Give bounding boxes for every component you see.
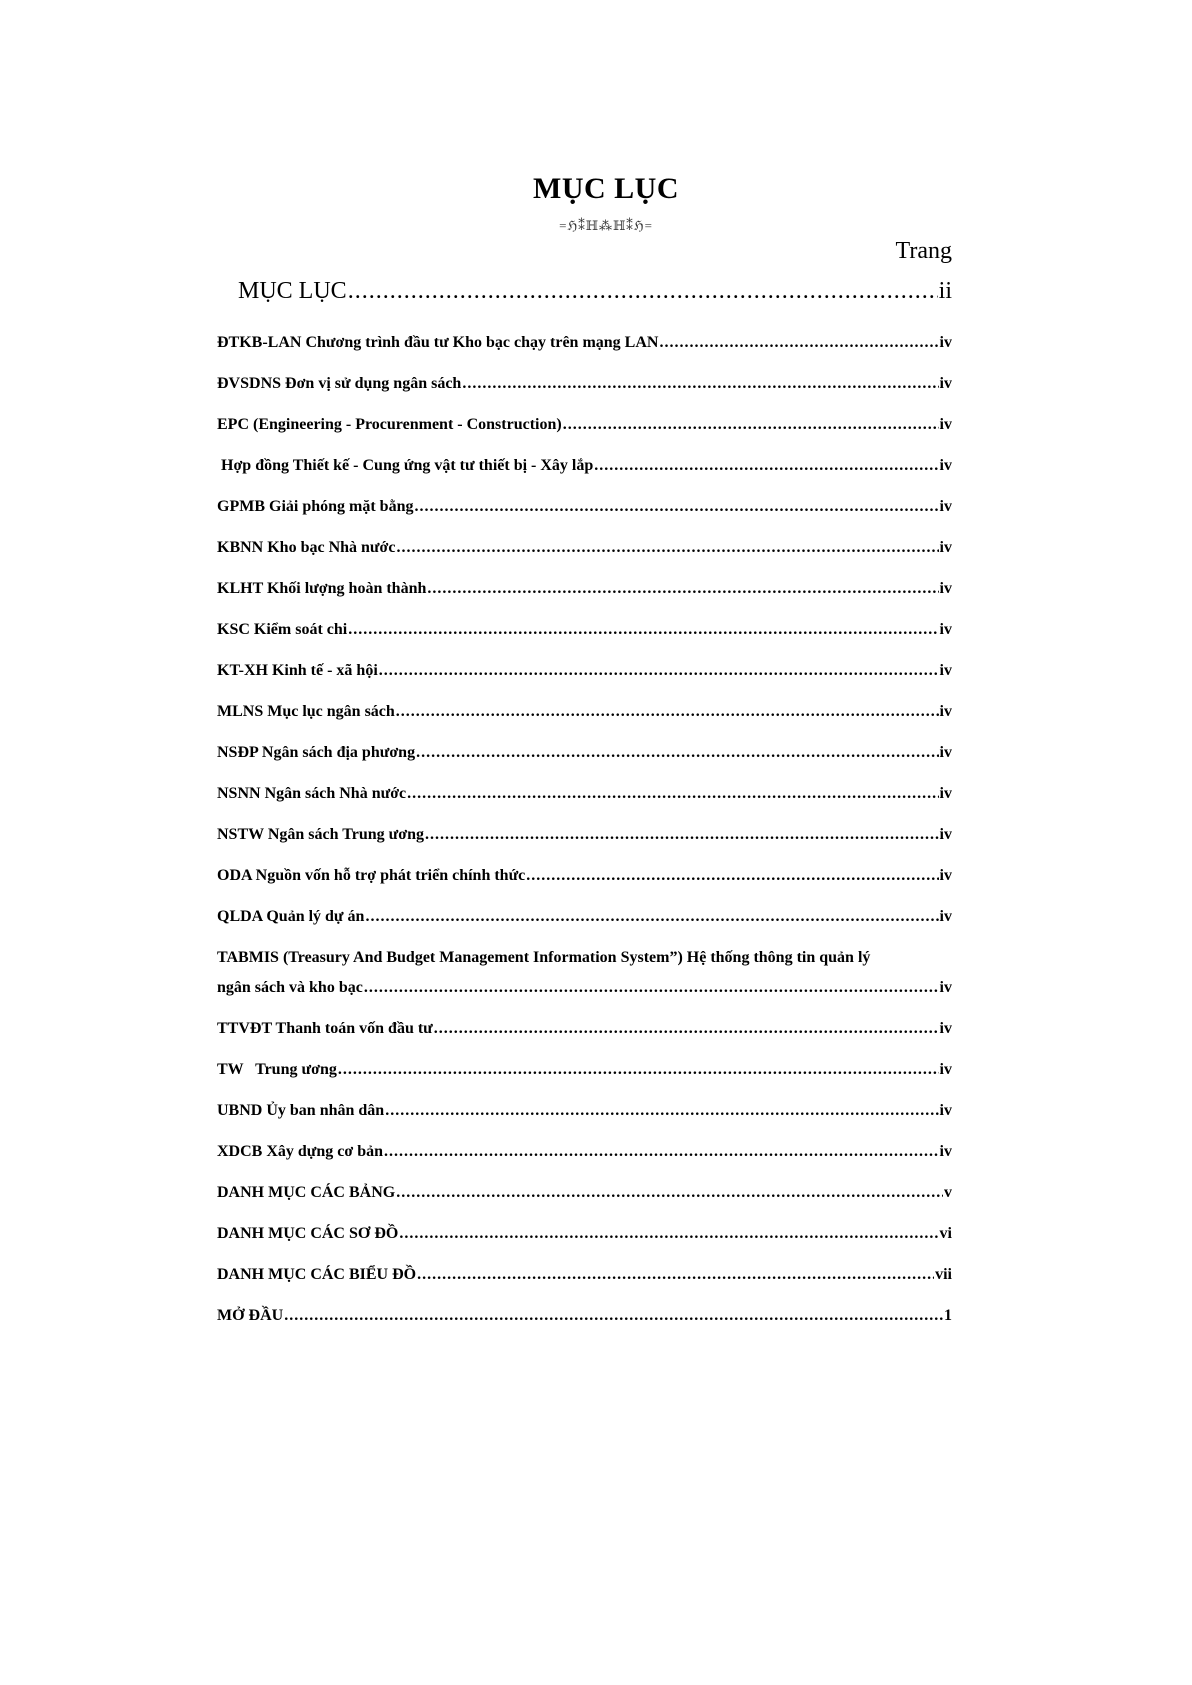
dot-leader [526, 861, 938, 891]
toc-entry-page: iv [939, 1143, 952, 1160]
toc-entry-page: iv [939, 744, 952, 761]
toc-entry-label: GPMB Giải phóng mặt bằng [217, 498, 414, 515]
toc-entry-label: TTVĐT Thanh toán vốn đầu tư [217, 1020, 433, 1037]
toc-entry-page: 1 [944, 1307, 952, 1324]
dot-leader [284, 1301, 943, 1331]
toc-entry-label: NSĐP Ngân sách địa phương [217, 744, 416, 761]
toc-entry-label: NSNN Ngân sách Nhà nước [217, 785, 407, 802]
toc-entry-page: iv [939, 703, 952, 720]
dot-leader [384, 1137, 939, 1167]
toc-entry-line2 [217, 973, 952, 1003]
toc-entry[interactable] [217, 328, 952, 358]
toc-entry[interactable] [217, 451, 952, 481]
dot-leader [396, 1178, 943, 1208]
toc-entry-label-line2: ngân sách và kho bạc [217, 979, 363, 996]
toc-entry-page: iv [939, 457, 952, 474]
toc-entry[interactable] [217, 533, 952, 563]
page-column-label: Trang [895, 238, 952, 264]
toc-entry[interactable] [217, 1260, 952, 1290]
toc-entry[interactable] [217, 779, 952, 809]
toc-entry-label: MỤC LỤC [238, 278, 347, 304]
toc-entry-label: KSC Kiểm soát chi [217, 621, 348, 638]
toc-entry-label: KT-XH Kinh tế - xã hội [217, 662, 378, 679]
page-title: MỤC LỤC [533, 172, 679, 205]
toc-main-entry[interactable] [238, 278, 952, 305]
toc-entry[interactable] [217, 574, 952, 604]
toc-entry[interactable] [217, 492, 952, 522]
dot-leader [379, 656, 939, 686]
dot-leader [348, 278, 938, 305]
toc-entry-page: vi [939, 1225, 952, 1242]
toc-entry-label-line1: TABMIS (Treasury And Budget Management Information System”) Hệ thống thông tin quản lý [217, 949, 871, 966]
toc-entry-label: DANH MỤC CÁC BIỂU ĐỒ [217, 1266, 417, 1283]
toc-entry-page: ii [938, 278, 952, 304]
toc-entry-page: iv [939, 785, 952, 802]
toc-entry-label: UBND Ủy ban nhân dân [217, 1102, 385, 1119]
toc-entry-page: iv [939, 979, 952, 996]
toc-entry[interactable] [217, 656, 952, 686]
toc-entry-label: Hợp đồng Thiết kế - Cung ứng vật tư thiết bị - Xây lắp [217, 457, 594, 474]
toc-entry[interactable] [217, 1301, 952, 1331]
dot-leader [427, 574, 938, 604]
toc-entry-page: iv [939, 867, 952, 884]
toc-entry-label: KLHT Khối lượng hoàn thành [217, 580, 427, 597]
dot-leader [414, 492, 938, 522]
toc-entry-page: iv [939, 539, 952, 556]
toc-entry[interactable] [217, 697, 952, 727]
dot-leader [348, 615, 938, 645]
dot-leader [434, 1014, 939, 1044]
dot-leader [396, 533, 938, 563]
toc-entry-page: iv [939, 416, 952, 433]
toc-entry-label: MỞ ĐẦU [217, 1307, 284, 1324]
toc-entry-label: ĐVSDNS Đơn vị sử dụng ngân sách [217, 375, 462, 392]
dot-leader [462, 369, 938, 399]
toc-entry-page: iv [939, 1020, 952, 1037]
dot-leader [396, 697, 939, 727]
toc-entry-label: XDCB Xây dựng cơ bản [217, 1143, 384, 1160]
dot-leader [417, 1260, 934, 1290]
toc-list [217, 328, 952, 1342]
toc-entry[interactable] [217, 1137, 952, 1167]
toc-entry[interactable] [217, 902, 952, 932]
toc-entry[interactable] [217, 410, 952, 440]
toc-entry-page: iv [939, 375, 952, 392]
toc-entry-label: QLDA Quản lý dự án [217, 908, 365, 925]
toc-entry-tabmis[interactable] [217, 943, 952, 1003]
toc-entry-label: ODA Nguồn vốn hỗ trợ phát triển chính thức [217, 867, 526, 884]
dot-leader [563, 410, 939, 440]
toc-entry-label: KBNN Kho bạc Nhà nước [217, 539, 396, 556]
dot-leader [399, 1219, 938, 1249]
toc-entry-label: TW Trung ương [217, 1061, 337, 1078]
dot-leader [365, 902, 938, 932]
toc-entry[interactable] [217, 615, 952, 645]
toc-entry[interactable] [217, 369, 952, 399]
dot-leader [416, 738, 938, 768]
toc-entry-page: iv [939, 334, 952, 351]
toc-entry-label: DANH MỤC CÁC BẢNG [217, 1184, 396, 1201]
toc-entry[interactable] [217, 738, 952, 768]
dot-leader [594, 451, 938, 481]
dot-leader [364, 973, 939, 1003]
toc-entry[interactable] [217, 1055, 952, 1085]
toc-entry-label: MLNS Mục lục ngân sách [217, 703, 395, 720]
toc-entry-page: iv [939, 662, 952, 679]
dot-leader [338, 1055, 939, 1085]
toc-entry-page: iv [939, 621, 952, 638]
toc-entry-page: iv [939, 498, 952, 515]
toc-entry[interactable] [217, 1096, 952, 1126]
toc-entry-label: ĐTKB-LAN Chương trình đầu tư Kho bạc chạy trên mạng LAN [217, 334, 659, 351]
toc-entry[interactable] [217, 1014, 952, 1044]
toc-entry-page: vii [935, 1266, 952, 1283]
dot-leader [425, 820, 939, 850]
toc-entry-page: iv [939, 580, 952, 597]
toc-entry[interactable] [217, 820, 952, 850]
toc-entry-page: iv [939, 1061, 952, 1078]
toc-entry-page: iv [939, 826, 952, 843]
dot-leader [659, 328, 938, 358]
dot-leader [385, 1096, 938, 1126]
toc-entry-page: iv [939, 1102, 952, 1119]
toc-entry[interactable] [217, 1219, 952, 1249]
toc-entry[interactable] [217, 1178, 952, 1208]
dot-leader [407, 779, 938, 809]
title-ornament: =ℌ⁑ℍ⁂ℍ⁑ℌ= [559, 218, 653, 233]
toc-entry[interactable] [217, 861, 952, 891]
toc-entry-page: iv [939, 908, 952, 925]
toc-entry-label: EPC (Engineering - Procurenment - Construction) [217, 416, 562, 433]
toc-entry-page: v [944, 1184, 952, 1201]
toc-entry-label: NSTW Ngân sách Trung ương [217, 826, 424, 843]
toc-entry-label: DANH MỤC CÁC SƠ ĐỒ [217, 1225, 399, 1242]
